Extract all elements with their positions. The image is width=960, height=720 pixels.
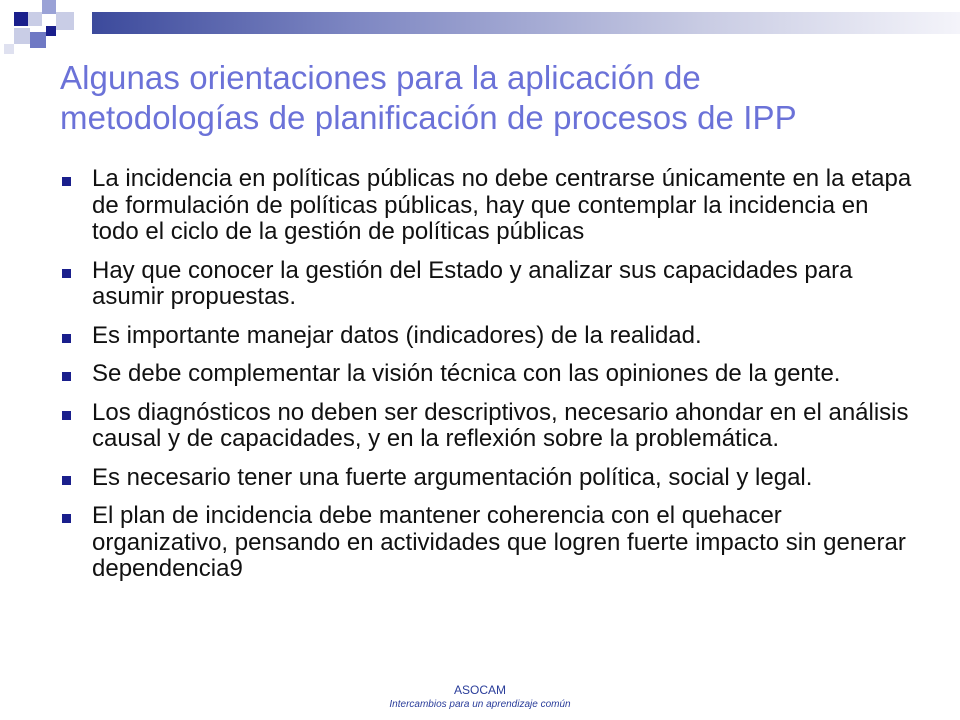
slide-title (60, 58, 920, 138)
bullet-item (60, 503, 920, 583)
bullet-item (60, 465, 920, 492)
square-bullet-icon (62, 269, 71, 278)
slide-title-line: Algunas orientaciones para la aplicación de (60, 59, 701, 96)
footer-tagline: Intercambios para un aprendizaje común (389, 699, 571, 710)
bullet-text: Se debe complementar la visión técnica con las opiniones de la gente. (92, 360, 841, 387)
decor-square (46, 26, 56, 36)
square-bullet-icon (62, 334, 71, 343)
square-bullet-icon (62, 476, 71, 485)
square-bullet-icon (62, 372, 71, 381)
decor-square (28, 12, 42, 26)
bullet-text: La incidencia en políticas públicas no debe centrarse únicamente en la etapa de formulación de políticas públicas, hay que contemplar la incidencia en todo el ciclo de la gestión de políticas públicas (92, 165, 912, 245)
decor-square (56, 12, 74, 30)
bullet-item (60, 258, 920, 311)
bullet-item (60, 400, 920, 453)
bullet-text: Es necesario tener una fuerte argumentación política, social y legal. (92, 463, 813, 491)
decor-square (42, 0, 56, 14)
decor-square (14, 28, 30, 44)
decor-square (30, 32, 46, 48)
bullet-list (60, 166, 920, 595)
square-bullet-icon (62, 411, 71, 420)
bullet-text: El plan de incidencia debe mantener coherencia con el quehacer organizativo, pensando en actividades que logren fuerte impacto sin generar dependencia9 (92, 502, 906, 582)
bullet-text: Hay que conocer la gestión del Estado y analizar sus capacidades para asumir propuestas. (92, 256, 853, 310)
decor-square (4, 44, 14, 54)
bullet-item (60, 323, 920, 350)
bullet-item (60, 361, 920, 388)
slide-title-line: metodologías de planificación de procesos de IPP (60, 99, 797, 136)
bullet-text: Los diagnósticos no deben ser descriptivos, necesario ahondar en el análisis causal y de capacidades, y en la reflexión sobre la problemática. (92, 398, 909, 452)
footer-organization: ASOCAM (453, 683, 506, 697)
bullet-item (60, 166, 920, 246)
square-bullet-icon (62, 177, 71, 186)
header-gradient-bar (92, 12, 960, 34)
square-bullet-icon (62, 514, 71, 523)
decor-square (14, 12, 28, 26)
bullet-text: Es importante manejar datos (indicadores) de la realidad. (92, 321, 702, 349)
